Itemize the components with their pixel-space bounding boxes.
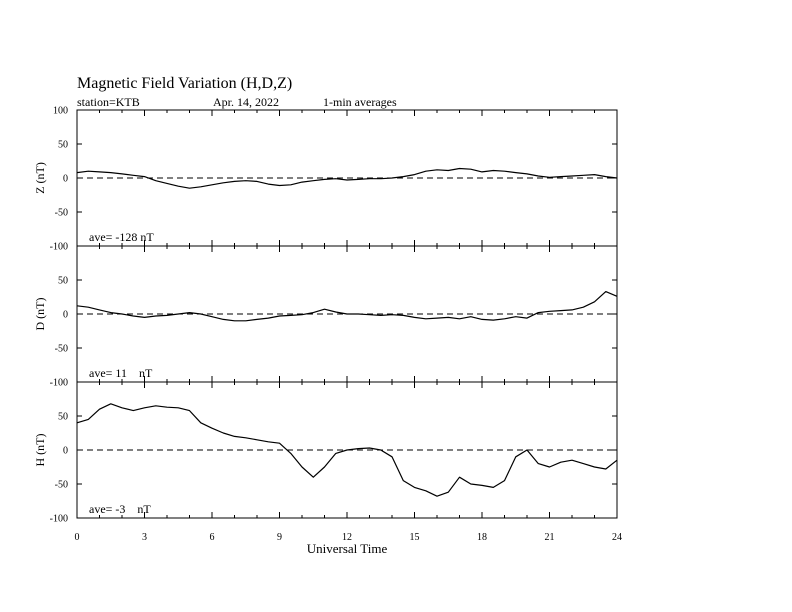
panel-z-ylabel: Z (nT) [33,162,47,194]
panel-d-ytick-label: -100 [49,377,68,389]
averaging-label: 1-min averages [323,95,397,109]
panel-z-ytick-label: 0 [63,173,68,185]
xtick-label: 18 [477,532,487,543]
panel-d-ytick-label: 50 [58,275,68,287]
xtick-label: 6 [209,532,215,543]
xtick-label: 15 [409,532,420,543]
xtick-label: 12 [342,532,352,543]
chart-title: Magnetic Field Variation (H,D,Z) [77,75,293,92]
panel-h-ytick-label: 50 [58,411,68,423]
station-label: station=KTB [77,95,140,109]
panel-z-ytick-label: -100 [49,241,68,253]
date-label: Apr. 14, 2022 [213,95,279,109]
panel-d-average-label: ave= 11 nT [89,366,153,380]
panel-h-ytick-label: -100 [49,513,68,525]
panel-z-ytick-label: -50 [54,207,68,219]
xtick-label: 3 [142,532,147,543]
panel-d-ylabel: D (nT) [33,297,47,331]
panel-d-ytick-label: 0 [63,309,68,321]
xtick-label: 21 [544,532,555,543]
xtick-label: 0 [74,532,80,543]
panel-h-ytick-label: -50 [54,479,68,491]
panel-z-average-label: ave= -128 nT [89,230,154,244]
panel-d-series-line [77,292,617,321]
panel-z-ytick-label: 50 [58,139,68,151]
xtick-label: 24 [612,532,622,543]
xtick-label: 9 [277,532,282,543]
x-axis-label: Universal Time [306,541,388,556]
panel-h-average-label: ave= -3 nT [89,502,151,516]
panel-h-ylabel: H (nT) [33,433,47,467]
panel-z-ytick-label: 100 [53,105,68,117]
panel-h-ytick-label: 0 [63,445,68,457]
panel-d-ytick-label: -50 [54,343,68,355]
